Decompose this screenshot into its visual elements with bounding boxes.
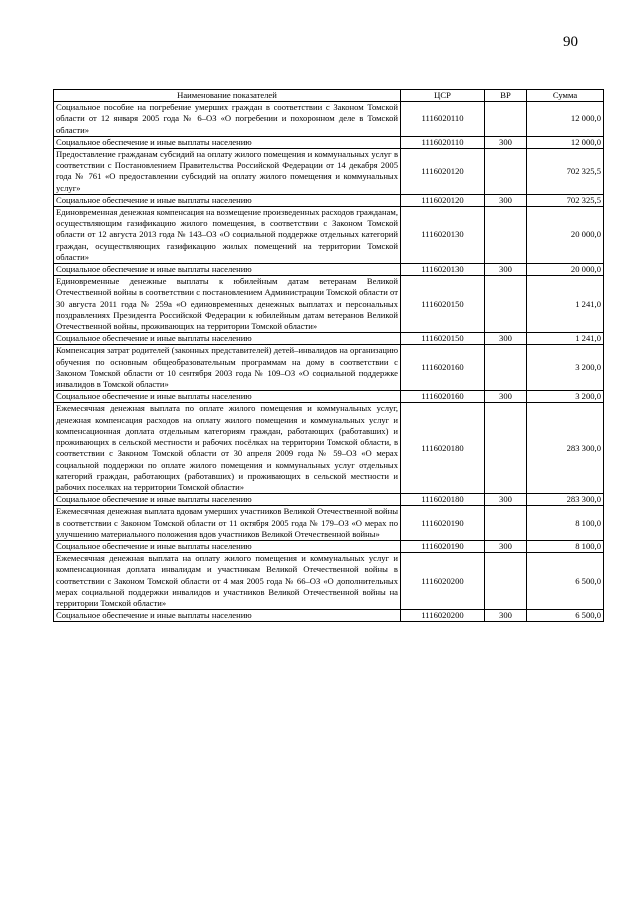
cell-sum: 6 500,0 [527,553,604,610]
table-row [54,540,604,552]
table-row [54,403,604,494]
cell-name: Предоставление гражданам субсидий на оплату жилого помещения и коммунальных услуг в соответствии с Постановлением Правительства Российской Федерации от 14 декабря 2005 года № 761 «О предоставлении субсидий на оплату жилого помещения и коммунальных услуг» [54,149,401,195]
cell-csr: 1116020180 [401,403,485,494]
page-number: 90 [563,34,578,50]
cell-sum: 12 000,0 [527,136,604,148]
cell-sum: 6 500,0 [527,610,604,622]
cell-vr: 300 [485,333,527,345]
cell-csr: 1116020150 [401,333,485,345]
header-row [54,90,604,102]
cell-csr: 1116020150 [401,276,485,333]
header-sum: Сумма [527,90,604,102]
header-csr: ЦСР [401,90,485,102]
cell-name: Единовременная денежная компенсация на возмещение произведенных расходов гражданам, осуществляющим газификацию жилого помещения, в соответствии с Законом Томской области от 12 августа 2013 года № 143–ОЗ «О социальной поддержке отдельных категорий граждан, осуществляющих газификацию жилых помещений на территории Томской области» [54,207,401,264]
cell-vr [485,506,527,541]
cell-vr [485,345,527,391]
cell-vr: 300 [485,391,527,403]
cell-sum: 1 241,0 [527,333,604,345]
cell-vr [485,403,527,494]
cell-vr: 300 [485,136,527,148]
cell-csr: 1116020120 [401,149,485,195]
budget-table [53,89,604,622]
table-row [54,276,604,333]
table-row [54,194,604,206]
cell-csr: 1116020130 [401,207,485,264]
header-vr: ВР [485,90,527,102]
cell-vr [485,276,527,333]
table-row [54,149,604,195]
cell-csr: 1116020130 [401,264,485,276]
cell-vr: 300 [485,494,527,506]
cell-sum: 20 000,0 [527,264,604,276]
cell-sum: 8 100,0 [527,506,604,541]
cell-csr: 1116020110 [401,136,485,148]
cell-vr [485,553,527,610]
cell-name: Социальное обеспечение и иные выплаты населению [54,264,401,276]
cell-vr: 300 [485,264,527,276]
cell-name: Единовременные денежные выплаты к юбилейным датам ветеранам Великой Отечественной войны в соответствии с постановлением Администрации Томской области от 30 августа 2011 года № 259а «О единовременных денежных выплатах и персональных поздравлениях Президента Российской Федерации к юбилейным датам ветеранов Великой Отечественной войны, проживающих на территории Томской области» [54,276,401,333]
cell-vr: 300 [485,540,527,552]
cell-sum: 20 000,0 [527,207,604,264]
cell-vr [485,207,527,264]
cell-csr: 1116020190 [401,506,485,541]
cell-name: Социальное обеспечение и иные выплаты населению [54,194,401,206]
cell-name: Социальное обеспечение и иные выплаты населению [54,494,401,506]
cell-name: Социальное обеспечение и иные выплаты населению [54,610,401,622]
cell-name: Социальное пособие на погребение умерших граждан в соответствии с Законом Томской области от 12 января 2005 года № 6–ОЗ «О погребении и похоронном деле в Томской области» [54,102,401,137]
cell-name: Компенсация затрат родителей (законных представителей) детей–инвалидов на организацию обучения по основным общеобразовательным программам на дому в соответствии с Законом Томской области от 10 сентября 2003 года № 109–ОЗ «О социальной поддержке инвалидов в Томской области» [54,345,401,391]
cell-csr: 1116020200 [401,553,485,610]
table-row [54,333,604,345]
table-row [54,345,604,391]
cell-csr: 1116020190 [401,540,485,552]
cell-name: Социальное обеспечение и иные выплаты населению [54,136,401,148]
table-row [54,264,604,276]
cell-csr: 1116020200 [401,610,485,622]
table-row [54,136,604,148]
cell-vr [485,149,527,195]
cell-sum: 3 200,0 [527,345,604,391]
cell-sum: 3 200,0 [527,391,604,403]
cell-csr: 1116020180 [401,494,485,506]
cell-name: Социальное обеспечение и иные выплаты населению [54,540,401,552]
cell-sum: 702 325,5 [527,149,604,195]
cell-sum: 283 300,0 [527,403,604,494]
table-row [54,391,604,403]
table-row [54,207,604,264]
table-row [54,494,604,506]
cell-name: Ежемесячная денежная выплата вдовам умерших участников Великой Отечественной войны в соответствии с Законом Томской области от 11 октября 2005 года № 179–ОЗ «О мерах по улучшению материального положения вдов участников Великой Отечественной войны» [54,506,401,541]
cell-sum: 12 000,0 [527,102,604,137]
table-row [54,610,604,622]
cell-sum: 1 241,0 [527,276,604,333]
table-row [54,553,604,610]
cell-sum: 283 300,0 [527,494,604,506]
table-header [54,90,604,102]
cell-csr: 1116020120 [401,194,485,206]
cell-sum: 8 100,0 [527,540,604,552]
cell-name: Ежемесячная денежная выплата по оплате жилого помещения и коммунальных услуг, денежная компенсация расходов на оплату жилого помещения и коммунальных услуг и компенсационная доплата отдельным категориям граждан, работающих (работавших) и проживающих в сельской местности и рабочих посёлках на территории Томской области, в соответствии с Законом Томской области от 30 апреля 2009 года № 59–ОЗ «О мерах социальной поддержки по оплате жилого помещения и коммунальных услуг отдельных категорий граждан, работающих (работавших) и проживающих в сельской местности и рабочих поселках на территории Томской области» [54,403,401,494]
header-name: Наименование показателей [54,90,401,102]
table-row [54,506,604,541]
cell-csr: 1116020160 [401,345,485,391]
cell-sum: 702 325,5 [527,194,604,206]
cell-name: Социальное обеспечение и иные выплаты населению [54,333,401,345]
table-body [54,102,604,622]
cell-name: Ежемесячная денежная выплата на оплату жилого помещения и коммунальных услуг и компенсационная доплата инвалидам и участникам Великой Отечественной войны в соответствии с Законом Томской области от 4 мая 2005 года № 66–ОЗ «О дополнительных мерах социальной поддержки инвалидов и участников Великой Отечественной войны на территории Томской области» [54,553,401,610]
cell-vr: 300 [485,194,527,206]
cell-vr: 300 [485,610,527,622]
cell-csr: 1116020160 [401,391,485,403]
cell-name: Социальное обеспечение и иные выплаты населению [54,391,401,403]
cell-csr: 1116020110 [401,102,485,137]
table-row [54,102,604,137]
cell-vr [485,102,527,137]
